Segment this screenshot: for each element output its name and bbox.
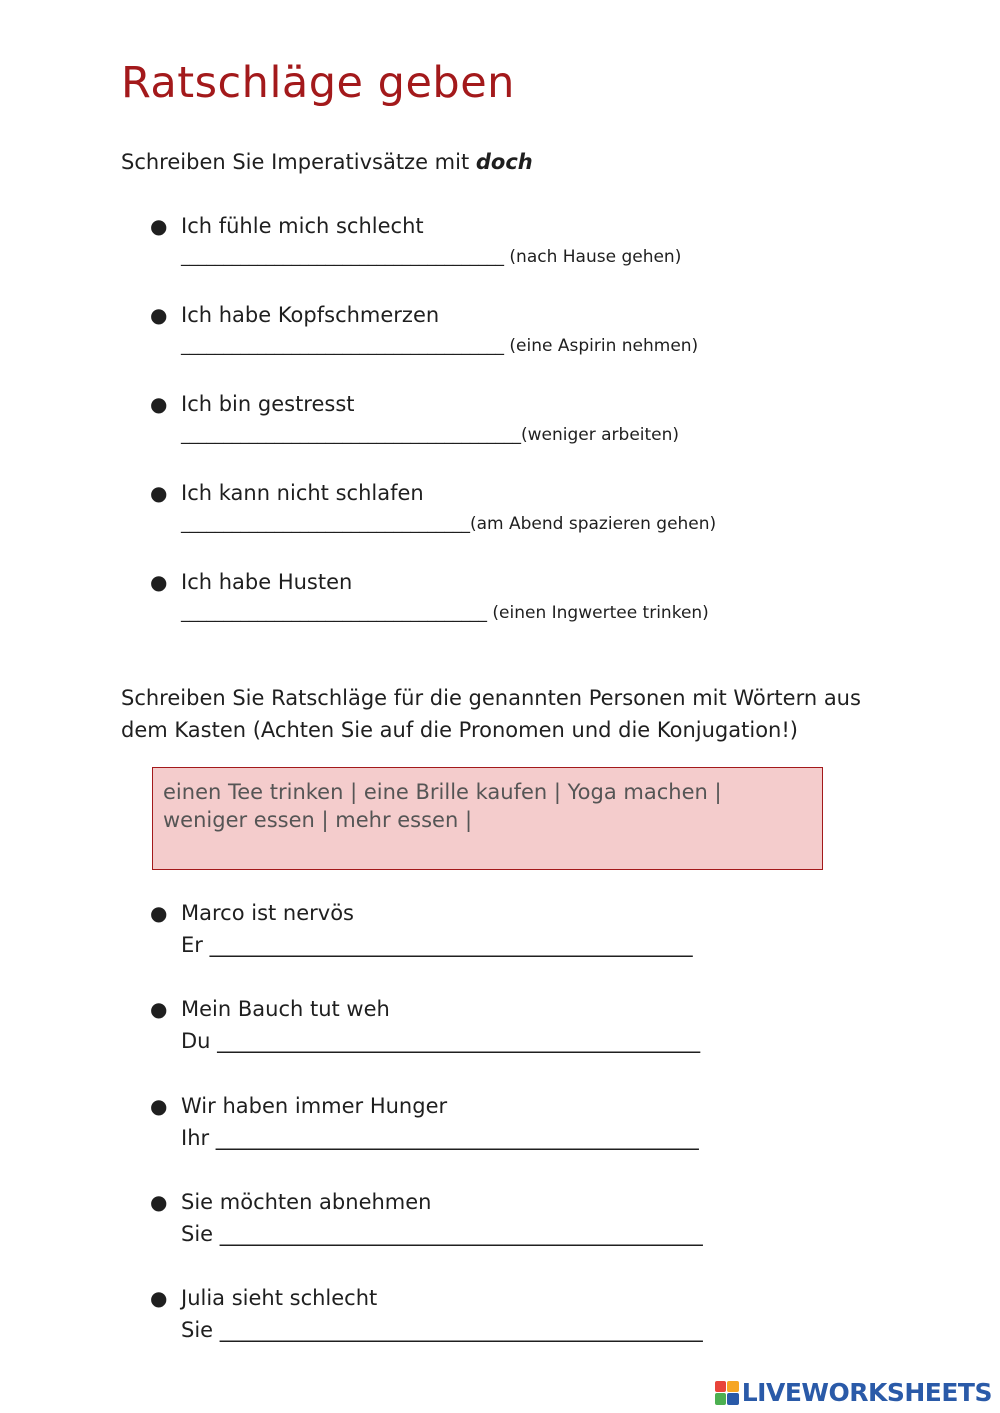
answer-field[interactable]	[181, 423, 679, 447]
answer-blank[interactable]: ____________________________________	[181, 603, 493, 623]
item-hint: (einen Ingwertee trinken)	[492, 603, 709, 623]
item-hint: (nach Hause gehen)	[509, 247, 682, 267]
answer-blank[interactable]: __________________________________	[181, 514, 470, 534]
answer-field[interactable]: Ihr ______________________________________________	[181, 1126, 699, 1150]
bullet: ●	[150, 214, 168, 238]
instruction-emphasis: doch	[475, 150, 533, 174]
word-box-text: einen Tee trinken | eine Brille kaufen | Yoga machen | weniger essen | mehr essen |	[163, 780, 722, 832]
answer-blank[interactable]: ________________________________________	[181, 425, 521, 445]
item-prompt: Wir haben immer Hunger	[181, 1094, 448, 1118]
bullet: ●	[150, 1190, 168, 1214]
bullet: ●	[150, 392, 168, 416]
instruction-text: Schreiben Sie Imperativsätze mit	[121, 150, 476, 174]
answer-field[interactable]	[181, 334, 698, 358]
item-hint: (eine Aspirin nehmen)	[509, 336, 699, 356]
bullet: ●	[150, 481, 168, 505]
bullet: ●	[150, 1286, 168, 1310]
answer-field[interactable]: Er ______________________________________________	[181, 933, 693, 957]
item-prompt: Ich bin gestresst	[181, 392, 355, 416]
answer-field[interactable]: Sie ______________________________________________	[181, 1318, 703, 1342]
instruction-advice: Schreiben Sie Ratschläge für die genannten Personen mit Wörtern aus dem Kasten (Achten Sie auf die Pronomen und die Konjugation!)	[121, 686, 861, 742]
item-prompt: Ich kann nicht schlafen	[181, 481, 424, 505]
item-prompt: Ich habe Husten	[181, 570, 353, 594]
answer-field[interactable]	[181, 512, 716, 536]
item-prompt: Julia sieht schlecht	[181, 1286, 378, 1310]
bullet: ●	[150, 303, 168, 327]
bullet: ●	[150, 570, 168, 594]
logo-text: LIVEWORKSHEETS	[741, 1378, 992, 1407]
bullet: ●	[150, 1094, 168, 1118]
item-hint: (am Abend spazieren gehen)	[470, 514, 717, 534]
answer-field[interactable]	[181, 245, 681, 269]
page-title: Ratschläge geben	[121, 58, 515, 108]
liveworksheets-logo	[715, 1378, 992, 1407]
logo-mark-icon	[715, 1381, 739, 1405]
word-box	[152, 767, 823, 870]
bullet: ●	[150, 997, 168, 1021]
answer-blank[interactable]: ______________________________________	[181, 336, 510, 356]
answer-blank[interactable]: ______________________________________	[181, 247, 510, 267]
item-prompt: Marco ist nervös	[181, 901, 354, 925]
bullet: ●	[150, 901, 168, 925]
instruction-imperative	[121, 146, 533, 178]
item-prompt: Ich fühle mich schlecht	[181, 214, 424, 238]
item-prompt: Mein Bauch tut weh	[181, 997, 390, 1021]
answer-field[interactable]: Du ______________________________________________	[181, 1029, 701, 1053]
item-prompt: Ich habe Kopfschmerzen	[181, 303, 440, 327]
item-prompt: Sie möchten abnehmen	[181, 1190, 432, 1214]
item-hint: (weniger arbeiten)	[521, 425, 680, 445]
answer-field[interactable]	[181, 601, 709, 625]
answer-field[interactable]: Sie ______________________________________________	[181, 1222, 703, 1246]
